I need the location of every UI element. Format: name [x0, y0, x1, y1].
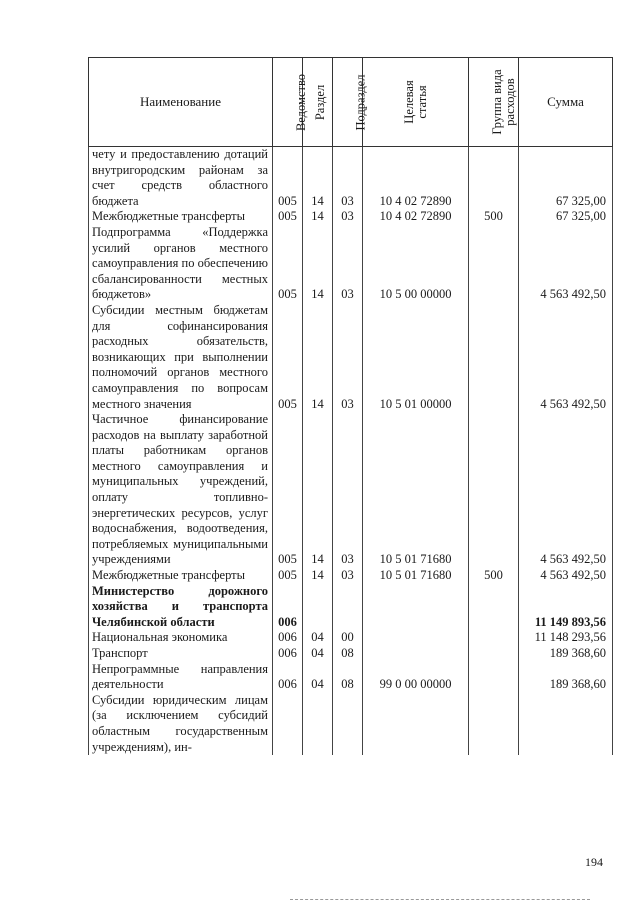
- cell-sect: 14: [303, 568, 333, 584]
- cell-sub: 08: [333, 646, 363, 662]
- table-row: [89, 225, 613, 303]
- table-row: [89, 662, 613, 693]
- cell-article: 10 5 01 71680: [363, 412, 469, 568]
- header-sum: Сумма: [519, 58, 613, 147]
- cell-sect: 14: [303, 303, 333, 412]
- header-target-article: Целевая статья: [363, 58, 469, 147]
- table-row: [89, 209, 613, 225]
- cell-sum: [519, 693, 613, 755]
- table-row: [89, 693, 613, 755]
- page-number: 194: [585, 855, 603, 869]
- cell-sect: 04: [303, 630, 333, 646]
- cell-group: 500: [469, 568, 519, 584]
- cell-sect: 04: [303, 646, 333, 662]
- cell-name: Подпрограмма «Поддержка усилий органов местного самоуправления по обеспечению сбалансированности местных бюджетов»: [89, 225, 273, 303]
- cell-sum: 189 368,60: [519, 662, 613, 693]
- cell-name: Транспорт: [89, 646, 273, 662]
- cell-name: Частичное финансирование расходов на выплату заработной платы работникам органов местного самоуправления и муниципальных учреждений, оплату топливно-энергетических ресурсов, услуг водоснабжения, водоотведения, потребляемых муниципальными учреждениями: [89, 412, 273, 568]
- cell-dept: 005: [273, 303, 303, 412]
- cell-sect: [303, 584, 333, 631]
- header-department: Ведомство: [273, 58, 303, 147]
- cell-name: чету и предоставлению дотаций внутригородским районам за счет средств областного бюджета: [89, 147, 273, 210]
- cell-dept: 006: [273, 646, 303, 662]
- header-section: Раздел: [303, 58, 333, 147]
- cell-sub: 03: [333, 209, 363, 225]
- cell-sub: 08: [333, 662, 363, 693]
- table-row: [89, 630, 613, 646]
- cell-name: Субсидии местным бюджетам для софинансирования расходных обязательств, возникающих при выполнении полномочий органов местного самоуправления по вопросам местного значения: [89, 303, 273, 412]
- cell-article: 10 5 01 00000: [363, 303, 469, 412]
- cell-sect: [303, 693, 333, 755]
- cell-dept: [273, 693, 303, 755]
- cell-article: 10 4 02 72890: [363, 147, 469, 210]
- cell-sum: 4 563 492,50: [519, 568, 613, 584]
- cell-article: [363, 584, 469, 631]
- table-row: [89, 303, 613, 412]
- cell-sect: 14: [303, 147, 333, 210]
- cell-article: 10 5 01 71680: [363, 568, 469, 584]
- cell-article: [363, 693, 469, 755]
- budget-table: [88, 57, 613, 755]
- cell-article: 99 0 00 00000: [363, 662, 469, 693]
- cell-dept: 006: [273, 630, 303, 646]
- cell-article: 10 4 02 72890: [363, 209, 469, 225]
- cell-sum: 4 563 492,50: [519, 412, 613, 568]
- cell-sum: 4 563 492,50: [519, 225, 613, 303]
- cell-sum: 11 149 893,56: [519, 584, 613, 631]
- cell-name: Межбюджетные трансферты: [89, 209, 273, 225]
- cell-sect: 04: [303, 662, 333, 693]
- cell-sect: 14: [303, 209, 333, 225]
- cell-group: [469, 147, 519, 210]
- cell-group: 500: [469, 209, 519, 225]
- table-row: [89, 147, 613, 210]
- cell-dept: 005: [273, 209, 303, 225]
- cell-name: Межбюджетные трансферты: [89, 568, 273, 584]
- cell-sub: 03: [333, 412, 363, 568]
- cell-group: [469, 412, 519, 568]
- cell-sub: 03: [333, 147, 363, 210]
- cell-sect: 14: [303, 225, 333, 303]
- cell-sub: 03: [333, 225, 363, 303]
- cell-group: [469, 662, 519, 693]
- table-row: [89, 646, 613, 662]
- cell-article: [363, 646, 469, 662]
- cell-sum: 11 148 293,56: [519, 630, 613, 646]
- cell-group: [469, 303, 519, 412]
- cell-group: [469, 584, 519, 631]
- cell-group: [469, 646, 519, 662]
- cell-sum: 67 325,00: [519, 209, 613, 225]
- cell-article: [363, 630, 469, 646]
- cell-group: [469, 225, 519, 303]
- cell-sum: 4 563 492,50: [519, 303, 613, 412]
- cell-sub: [333, 584, 363, 631]
- cell-sect: 14: [303, 412, 333, 568]
- cell-name: Министерство дорожного хозяйства и транспорта Челябинской области: [89, 584, 273, 631]
- cell-article: 10 5 00 00000: [363, 225, 469, 303]
- cell-name: Национальная экономика: [89, 630, 273, 646]
- cell-group: [469, 630, 519, 646]
- cell-dept: 005: [273, 147, 303, 210]
- cell-name: Субсидии юридическим лицам (за исключением субсидий областным государственным учреждениям), ин-: [89, 693, 273, 755]
- cell-sub: 03: [333, 303, 363, 412]
- cell-dept: 005: [273, 568, 303, 584]
- cell-name: Непрограммные направления деятельности: [89, 662, 273, 693]
- cell-dept: 006: [273, 584, 303, 631]
- table-row: [89, 568, 613, 584]
- cell-dept: 005: [273, 225, 303, 303]
- table-header-row: [89, 58, 613, 147]
- cell-dept: 005: [273, 412, 303, 568]
- header-subsection: Подраздел: [333, 58, 363, 147]
- header-expense-group: Группа вида расходов: [469, 58, 519, 147]
- footer-divider: [290, 899, 590, 901]
- table-row: [89, 412, 613, 568]
- cell-sub: 00: [333, 630, 363, 646]
- cell-sum: 67 325,00: [519, 147, 613, 210]
- header-name: Наименование: [89, 58, 273, 147]
- cell-sub: [333, 693, 363, 755]
- table-row: [89, 584, 613, 631]
- cell-dept: 006: [273, 662, 303, 693]
- cell-group: [469, 693, 519, 755]
- cell-sub: 03: [333, 568, 363, 584]
- cell-sum: 189 368,60: [519, 646, 613, 662]
